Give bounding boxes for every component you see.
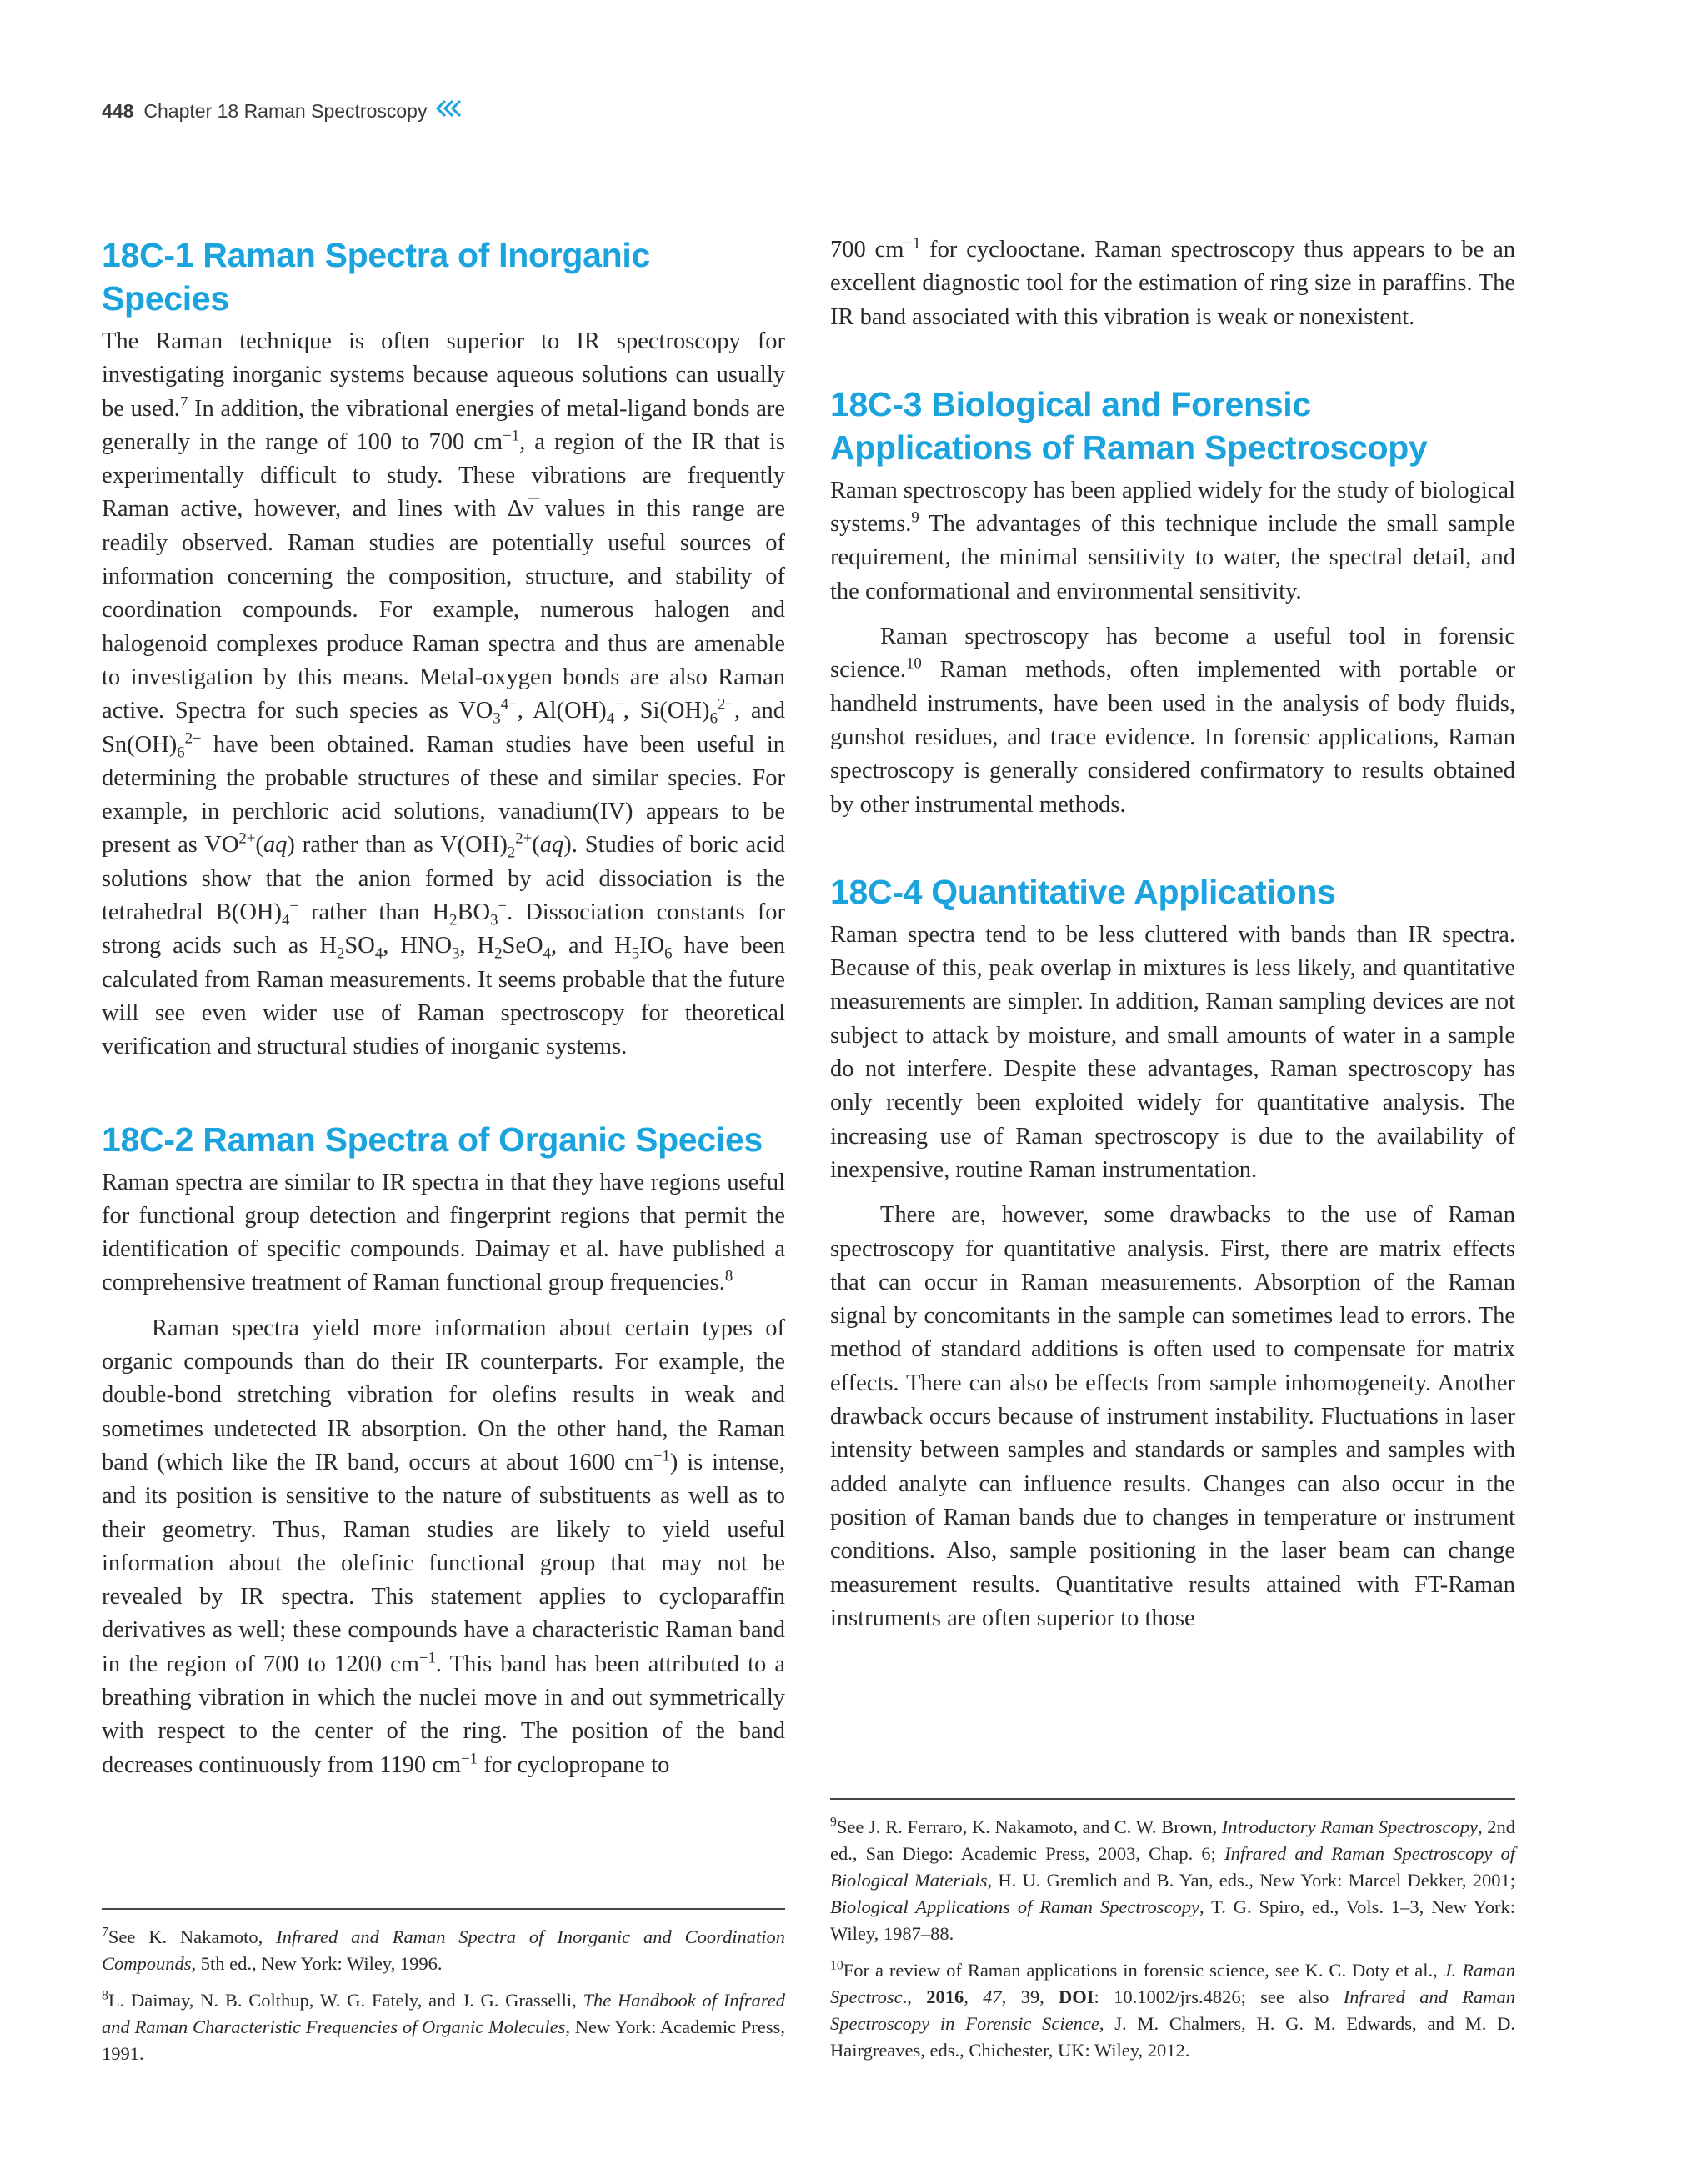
- section-heading-18c-1: 18C-1 Raman Spectra of Inorganic Species: [102, 236, 650, 318]
- chevron-left-icon: [435, 99, 463, 123]
- paragraph-inorganic: The Raman technique is often superior to IR spectroscopy for investigating inorganic systems because aqueous solutions can usually be used.$^7$ In addition, the vibrational energies of metal-ligand bonds are generally in the range of 100 to 700 $cm^{-1}$, a region of the IR that is experimentally difficult to study. These vibrations are frequently Raman active, however, and lines with Δν̅ values in this range are readily observed. Raman studies are potentially useful sources of information concerning the composition, structure, and stability of coordination compounds. For example, numerous halogen and halogenoid complexes produce Raman spectra and thus are amenable to investigation by this means. Metal-oxygen bonds are also Raman active. Spectra for such species as $VO_3^{4-}$, $Al(OH)_4^-$, $Si(OH)_6^{2-}$, and $Sn(OH)_6^{2-}$ have been obtained. Raman studies have been useful in determining the probable structures of these and similar species. For example, in perchloric acid solutions, vanadium(IV) appears to be present as $VO^{2+}(aq)$ rather than as $V(OH)_2^{2+}(aq)$. Studies of boric acid solutions show that the anion formed by acid dissociation is the tetrahedral $B(OH)_4^-$ rather than $H_2BO_3^-$. Dissociation constants for strong acids such as $H_2SO_4$, $HNO_3$, $H_2SeO_4$, and $H_5IO_6$ have been calculated from Raman measurements. It seems probable that the future will see even wider use of Raman spectroscopy for theoretical verification and structural studies of inorganic systems.: [102, 328, 786, 1060]
- footnote-9: $^9$See J. R. Ferraro, K. Nakamoto, and C. W. Brown, Introductory Raman Spectroscopy, 2nd ed., San Diego: Academic Press, 2003, Chap. 6; Infrared and Raman Spectroscopy of Biological Materials, H. U. Gremlich and B. Yan, eds., New York: Marcel Dekker, 2001; Biological Applications of Raman Spectroscopy, T. G. Spiro, ed., Vols. 1–3, New York: Wiley, 1987–88.: [830, 1815, 1516, 1944]
- footnote-7: $^7$See K. Nakamoto, Infrared and Raman Spectra of Inorganic and Coordination Compounds, 5th ed., New York: Wiley, 1996.: [102, 1925, 785, 1974]
- paragraph-continued: 700 $cm^{-1}$ for cyclooctane. Raman spectroscopy thus appears to be an excellent diagnostic tool for the estimation of ring size in paraffins. The IR band associated with this vibration is weak or nonexistent.: [830, 234, 1515, 330]
- section-heading-18c-3: 18C-3 Biological and Forensic Applications of Raman Spectroscopy: [830, 384, 1428, 467]
- section-heading-18c-2: 18C-2 Raman Spectra of Organic Species: [102, 1120, 763, 1159]
- running-title: Chapter 18 Raman Spectroscopy: [143, 99, 428, 122]
- paragraph-organic-2: Raman spectra yield more information about certain types of organic compounds than do their IR counterparts. For example, the double-bond stretching vibration for olefins results in weak and sometimes undetected IR absorption. On the other hand, the Raman band (which like the IR band, occurs at about 1600 $cm^{-1}$) is intense, and its position is sensitive to the nature of substituents as well as to their geometry. Thus, Raman studies are likely to yield useful information about the olefinic functional group that may not be revealed by IR spectra. This statement applies to cycloparaffin derivatives as well; these compounds have a characteristic Raman band in the region of 700 to 1200 $cm^{-1}$. This band has been attributed to a breathing vibration in which the nuclei move in and out symmetrically with respect to the center of the ring. The position of the band decreases continuously from 1190 $cm^{-1}$ for cyclopropane to: [102, 1315, 785, 1778]
- footnote-ref-9: 9: [911, 508, 919, 527]
- paragraph-quantitative-2: There are, however, some drawbacks to the use of Raman spectroscopy for quantitative analysis. First, there are matrix effects that can occur in Raman measurements. Absorption of the Raman signal by concomitants in the sample can sometimes lead to errors. The method of standard additions is often used to compensate for matrix effects. There can also be effects from sample inhomogeneity. Another drawback occurs because of instrument instability. Fluctuations in laser intensity between samples and standards or samples and samples with added analyte can influence results. Changes can also occur in the position of Raman bands due to changes in temperature or instrument conditions. Also, sample positioning in the laser beam can change measurement results. Quantitative results attained with FT-Raman instruments are often superior to those: [830, 1202, 1515, 1631]
- paragraph-forensic: Raman spectroscopy has become a useful tool in forensic science.$^{10}$ Raman methods, often implemented with portable or handheld instruments, have been used in the analysis of body fluids, gunshot residues, and trace evidence. In forensic applications, Raman spectroscopy is generally considered confirmatory to results obtained by other instrumental methods.: [830, 624, 1515, 818]
- footnotes-left: [102, 1924, 785, 2067]
- footnote-8: $^8$L. Daimay, N. B. Colthup, W. G. Fately, and J. G. Grasselli, The Handbook of Infrared and Raman Characteristic Frequencies of Organic Molecules, New York: Academic Press, 1991.: [102, 1988, 785, 2064]
- running-header: [102, 94, 463, 128]
- footnote-rule-left: [102, 1908, 785, 1910]
- section-heading-18c-4: 18C-4 Quantitative Applications: [830, 872, 1336, 911]
- left-column: [102, 233, 785, 1782]
- footnote-ref-8: 8: [724, 1267, 733, 1285]
- paragraph-biological: Raman spectroscopy has been applied widely for the study of biological systems.$^9$ The advantages of this technique include the small sample requirement, the minimal sensitivity to water, the spectral detail, and the conformational and environmental sensitivity.: [830, 477, 1515, 604]
- footnote-10: $^{10}$For a review of Raman applications in forensic science, see K. C. Doty et al., J. Raman Spectrosc., 2016, 47, 39, DOI: 10.1002/jrs.4826; see also Infrared and Raman Spectroscopy in Forensic Science, J. M. Chalmers, H. G. M. Edwards, and M. D. Hairgreaves, eds., Chichester, UK: Wiley, 2012.: [830, 1958, 1516, 2061]
- page-number: 448: [102, 99, 134, 122]
- footnote-ref-7: 7: [179, 393, 188, 412]
- footnote-ref-10: 10: [905, 654, 922, 673]
- delta-nu-symbol: Δν̅: [507, 496, 534, 523]
- right-column: [830, 233, 1515, 1635]
- footnote-rule-right: [830, 1798, 1515, 1800]
- footnotes-right: [830, 1814, 1515, 2064]
- paragraph-organic-1: Raman spectra are similar to IR spectra in that they have regions useful for functional group detection and fingerprint regions that permit the identification of specific compounds. Daimay et al. have published a comprehensive treatment of Raman functional group frequencies.$^8$: [102, 1169, 785, 1296]
- paragraph-quantitative-1: Raman spectra tend to be less cluttered with bands than IR spectra. Because of this, peak overlap in mixtures is less likely, and quantitative measurements are simpler. In addition, Raman sampling devices are not subject to attack by moisture, and small amounts of water in a sample do not interfere. Despite these advantages, Raman spectroscopy has only recently been exploited widely for quantitative analysis. The increasing use of Raman spectroscopy is due to the availability of inexpensive, routine Raman instrumentation.: [830, 921, 1515, 1183]
